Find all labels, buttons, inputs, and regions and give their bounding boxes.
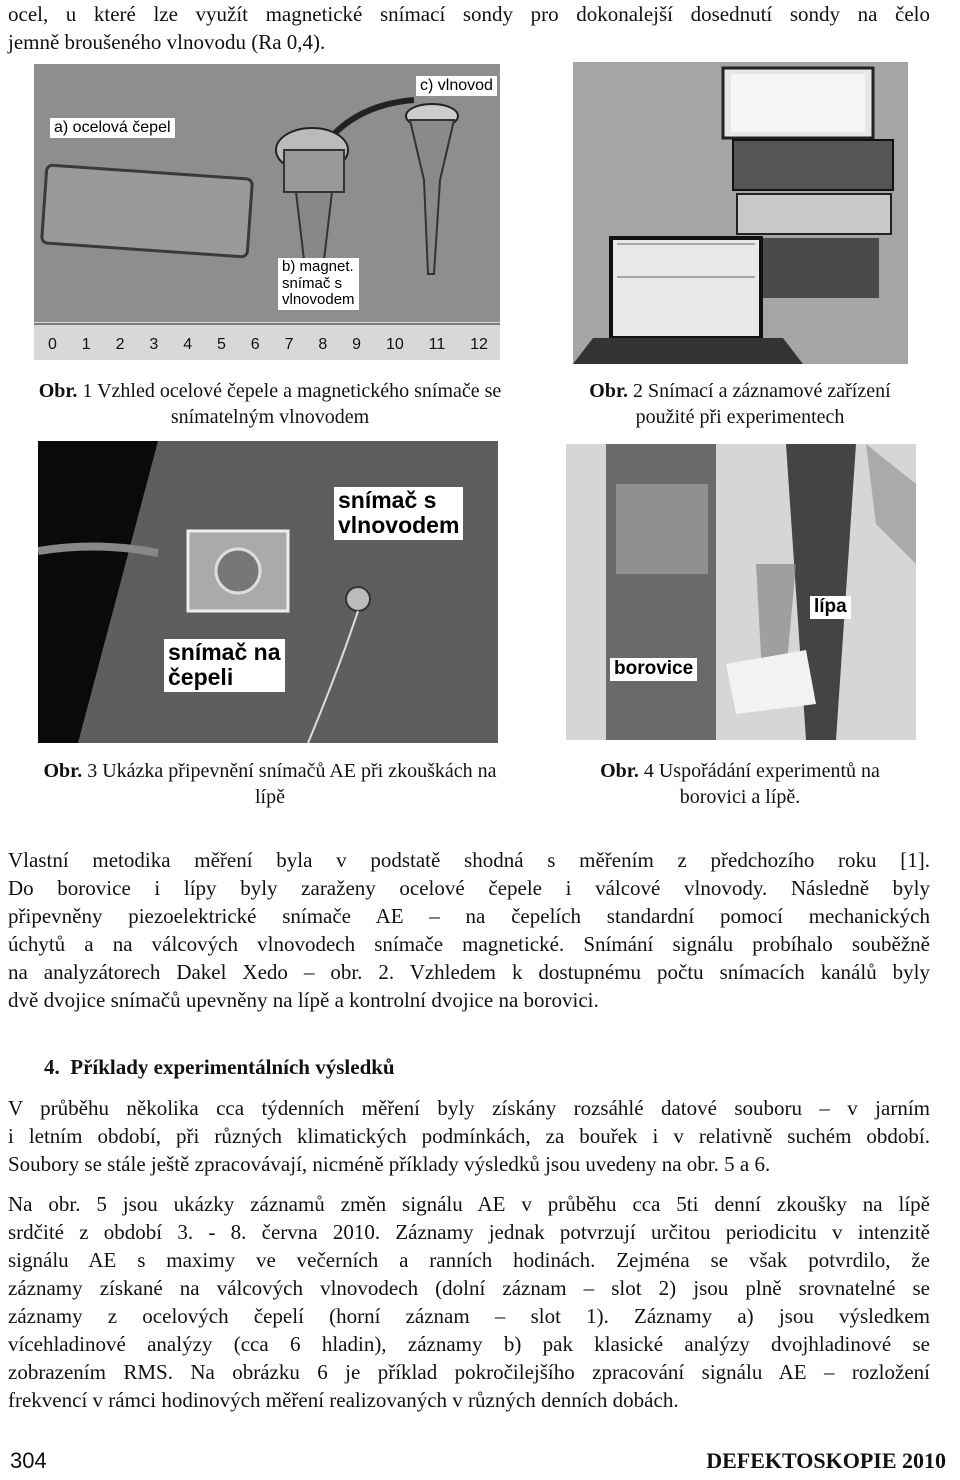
figure-1-caption-line: snímatelným vlnovodem — [170, 406, 370, 428]
figure-1-label-b-line: snímač s — [282, 274, 343, 292]
ruler-tick: 1 — [81, 336, 91, 353]
intro-line: ocel, u které lze využít magnetické snímací sondy pro dokonalejší dosednutí sondy na čelo — [8, 2, 930, 26]
figure-3-caption — [0, 758, 540, 810]
body-line: zobrazením RMS. Na obrázku 6 je příklad pokročilejšího zpracování signálu AE – rozložení — [8, 1360, 930, 1384]
figure-4-label-lipa: lípa — [810, 596, 851, 619]
journal-name: DEFEKTOSKOPIE 2010 — [706, 1448, 946, 1473]
figure-3-caption-prefix: Obr. — [43, 760, 83, 782]
figure-1-caption — [0, 378, 540, 430]
section-title: Příklady experimentálních výsledků — [70, 1055, 395, 1079]
body-line: vícehladinové analýzy (cca 6 hladin), záznamy b) pak klasické analýzy dvojhladinové se — [8, 1332, 930, 1356]
figure-3-label-top — [334, 487, 463, 540]
figure-3-caption-number: 3 — [87, 760, 98, 782]
figure-3-caption-line: lípě — [255, 786, 285, 808]
figure-2-caption-line — [540, 378, 940, 404]
ruler-tick: 0 — [48, 336, 57, 353]
body-line: Vlastní metodika měření byla v podstatě shodná s měřením z předchozího roku [1]. — [8, 848, 930, 872]
body-line: na analyzátorech Dakel Xedo – obr. 2. Vzhledem k dostupnému počtu snímacích kanálů byly — [8, 960, 930, 984]
figure-1-label-b — [278, 258, 359, 310]
figure-4-caption-number: 4 — [643, 760, 654, 782]
body-line: připevněny piezoelektrické snímače AE – na čepelích standardní pomocí mechanických — [8, 904, 930, 928]
body-line: záznamy z ocelových čepelí (horní záznam – slot 1). Záznamy a) jsou výsledkem — [8, 1304, 930, 1328]
ruler-tick: 8 — [318, 336, 328, 353]
figure-1-label-b-line: vlnovodem — [282, 291, 355, 308]
ruler-tick: 4 — [183, 336, 193, 353]
figure-2-caption-text: Snímací a záznamové zařízení — [648, 380, 891, 402]
body-line: záznamy získané na válcových vlnovodech (dolní záznam – slot 2) jsou plně srovnatelné se — [8, 1276, 930, 1300]
figure-4-label-borovice: borovice — [610, 658, 697, 681]
figure-4-caption — [540, 758, 940, 810]
figure-3-caption-line — [0, 758, 540, 784]
figure-4-caption-prefix: Obr. — [600, 760, 639, 782]
section-number: 4. — [44, 1055, 60, 1079]
figure-1-caption-number: 1 — [82, 380, 93, 402]
ruler-tick: 2 — [115, 336, 125, 353]
body-line: úchytů a na válcových vlnovodech snímače magnetické. Snímání signálu probíhalo souběžně — [8, 932, 930, 956]
figure-1-photo — [34, 64, 500, 360]
figure-3-label-bottom — [164, 639, 285, 692]
ruler-tick: 10 — [385, 336, 404, 353]
body-line: frekvencí v rámci hodinových měření realizovaných v různých denních dobách. — [8, 1388, 679, 1412]
body-line: dvě dvojice snímačů upevněny na lípě a kontrolní dvojice na borovici. — [8, 988, 599, 1012]
ruler — [48, 336, 488, 354]
body-line: V průběhu několika cca týdenních měření byly získány rozsáhlé datové souboru – v jarním — [8, 1096, 930, 1120]
figure-4-caption-line — [540, 758, 940, 784]
figure-1-caption-text: Vzhled ocelové čepele a magnetického snímače se — [97, 380, 502, 402]
figure-1-label-c: c) vlnovod — [416, 76, 497, 96]
figure-1-caption-line — [0, 378, 540, 404]
figure-3-caption-text: Ukázka připevnění snímačů AE při zkouškách na — [102, 760, 497, 782]
figure-2-caption-line: použité při experimentech — [635, 406, 845, 428]
figure-3-label-bottom-line: snímač na — [168, 639, 281, 665]
figure-1-label-a: a) ocelová čepel — [50, 118, 175, 138]
figure-3-label-bottom-line: čepeli — [168, 664, 234, 691]
body-line: i letním období, při různých klimatických podmínkách, za bouřek i v relativně suchém období. — [8, 1124, 930, 1148]
body-line: Do borovice i lípy byly zaraženy ocelové čepele i válcové vlnovody. Následně byly — [8, 876, 930, 900]
section-heading — [44, 1055, 395, 1080]
body-line: Soubory se stále ještě zpracovávají, nicméně příklady výsledků jsou uvedeny na obr. 5 a 6. — [8, 1152, 771, 1176]
figure-3-photo — [38, 441, 498, 743]
figure-4-photo — [566, 444, 916, 740]
ruler-tick: 3 — [149, 336, 159, 353]
ruler-tick: 12 — [470, 336, 488, 353]
page-number: 304 — [10, 1448, 47, 1473]
figure-4-caption-text: Uspořádání experimentů na — [658, 760, 880, 782]
figure-2-photo — [573, 62, 908, 364]
figure-1-caption-prefix: Obr. — [38, 380, 78, 402]
figure-1-label-b-line: b) magnet. — [282, 258, 354, 275]
ruler-tick: 7 — [284, 336, 294, 353]
body-line: Na obr. 5 jsou ukázky záznamů změn signálu AE v průběhu cca 5ti denní zkoušky na lípě — [8, 1192, 930, 1216]
ruler-tick: 9 — [352, 336, 362, 353]
body-line: signálu AE s maximy ve večerních a ranních hodinách. Zejména se však potvrdilo, že — [8, 1248, 930, 1272]
figure-3-label-top-line: snímač s — [338, 487, 437, 513]
ruler-tick: 6 — [250, 336, 260, 353]
figure-2-caption-prefix: Obr. — [589, 380, 629, 402]
ruler-tick: 11 — [428, 336, 446, 353]
figure-2-caption-number: 2 — [633, 380, 644, 402]
ruler-tick: 5 — [216, 336, 226, 353]
body-line: srdčité z období 3. - 8. června 2010. Záznamy jednak potvrzují určitou periodicitu v intenzitě — [8, 1220, 930, 1244]
figure-4-caption-line: borovici a lípě. — [679, 786, 801, 808]
figure-2-caption — [540, 378, 940, 430]
figure-3-label-top-line: vlnovodem — [338, 512, 460, 539]
intro-line: jemně broušeného vlnovodu (Ra 0,4). — [8, 30, 326, 54]
